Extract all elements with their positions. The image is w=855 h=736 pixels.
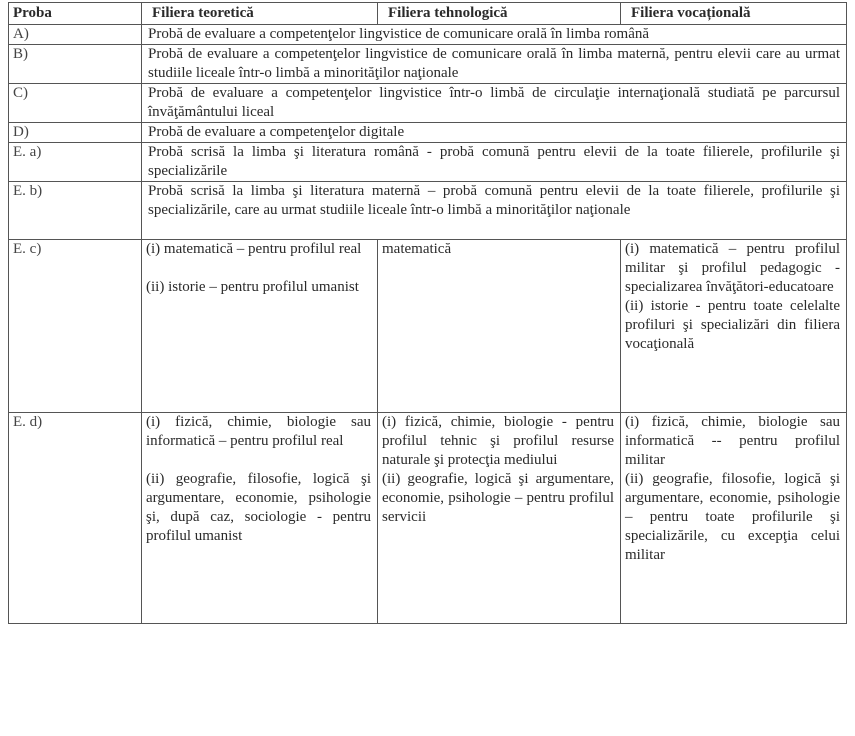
exam-table-document xyxy=(8,2,846,714)
e-d-teoretica-item-2: (ii) geografie, filosofie, logică şi argumentare, economie, psihologie şi, după caz, sociologie - pentru profilul umanist xyxy=(146,471,371,544)
row-label-e-a: E. a) xyxy=(9,143,142,182)
cell-e-d-teoretica xyxy=(142,413,378,624)
row-label-e-c: E. c) xyxy=(9,240,142,413)
row-label-a: A) xyxy=(9,25,142,45)
table-row-b xyxy=(9,45,847,84)
header-filiera-tehnologica: Filiera tehnologică xyxy=(378,3,621,25)
table-row-e-a xyxy=(9,143,847,182)
e-c-teoretica-item-1: (i) matematică – pentru profilul real xyxy=(146,241,362,257)
row-text-a: Probă de evaluare a competenţelor lingvistice de comunicare orală în limba română xyxy=(142,25,847,45)
e-c-tehnologica-item: matematică xyxy=(382,241,452,257)
table-row-c xyxy=(9,84,847,123)
table-header-row xyxy=(9,3,847,25)
row-text-e-b: Probă scrisă la limba şi literatura maternă – probă comună pentru elevii de la toate filierele, profilurile şi specializările, care au urmat studiile liceale într-o limbă a minorităţilor naţionale xyxy=(142,182,847,240)
e-d-tehnologica-item-1: (i) fizică, chimie, biologie - pentru profilul tehnic şi profilul resurse naturale şi protecţia mediului xyxy=(382,414,614,468)
row-text-c: Probă de evaluare a competenţelor lingvistice într-o limbă de circulaţie internaţională studiată pe parcursul învăţământului liceal xyxy=(142,84,847,123)
e-d-teoretica-item-1: (i) fizică, chimie, biologie sau informatică – pentru profilul real xyxy=(146,414,371,449)
header-filiera-teoretica: Filiera teoretică xyxy=(142,3,378,25)
cell-e-c-vocationala xyxy=(621,240,847,413)
header-filiera-vocationala: Filiera vocațională xyxy=(621,3,847,25)
row-label-e-b: E. b) xyxy=(9,182,142,240)
row-label-c: C) xyxy=(9,84,142,123)
table-row-e-d xyxy=(9,413,847,624)
table-row-a xyxy=(9,25,847,45)
table-row-d xyxy=(9,123,847,143)
row-label-e-d: E. d) xyxy=(9,413,142,624)
row-label-d: D) xyxy=(9,123,142,143)
row-text-b: Probă de evaluare a competenţelor lingvistice de comunicare orală în limba maternă, pentru elevii care au urmat studiile liceale într-o limbă a minorităţilor naţionale xyxy=(142,45,847,84)
cell-e-d-vocationala xyxy=(621,413,847,624)
row-text-d: Probă de evaluare a competenţelor digitale xyxy=(142,123,847,143)
cell-e-c-tehnologica xyxy=(378,240,621,413)
row-label-b: B) xyxy=(9,45,142,84)
header-proba: Proba xyxy=(9,3,142,25)
e-d-vocationala-item-2: (ii) geografie, filosofie, logică şi argumentare, economie, psihologie – pentru toate profilurile şi specializările, cu excepţia celui militar xyxy=(625,471,840,563)
exam-table xyxy=(8,2,847,624)
e-c-vocationala-item-1: (i) matematică – pentru profilul militar şi profilul pedagogic - specializarea învăţători-educatoare xyxy=(625,241,840,295)
cell-e-d-tehnologica xyxy=(378,413,621,624)
row-text-e-a: Probă scrisă la limba şi literatura română - probă comună pentru elevii de la toate filierele, profilurile şi specializările xyxy=(142,143,847,182)
e-c-teoretica-item-2: (ii) istorie – pentru profilul umanist xyxy=(146,279,359,295)
table-row-e-b xyxy=(9,182,847,240)
cell-e-c-teoretica xyxy=(142,240,378,413)
table-row-e-c xyxy=(9,240,847,413)
e-d-tehnologica-item-2: (ii) geografie, logică şi argumentare, economie, psihologie – pentru profilul servicii xyxy=(382,471,614,525)
e-c-vocationala-item-2: (ii) istorie - pentru toate celelalte profiluri şi specializări din filiera vocaţională xyxy=(625,298,840,352)
e-d-vocationala-item-1: (i) fizică, chimie, biologie sau informatică -- pentru profilul militar xyxy=(625,414,840,468)
